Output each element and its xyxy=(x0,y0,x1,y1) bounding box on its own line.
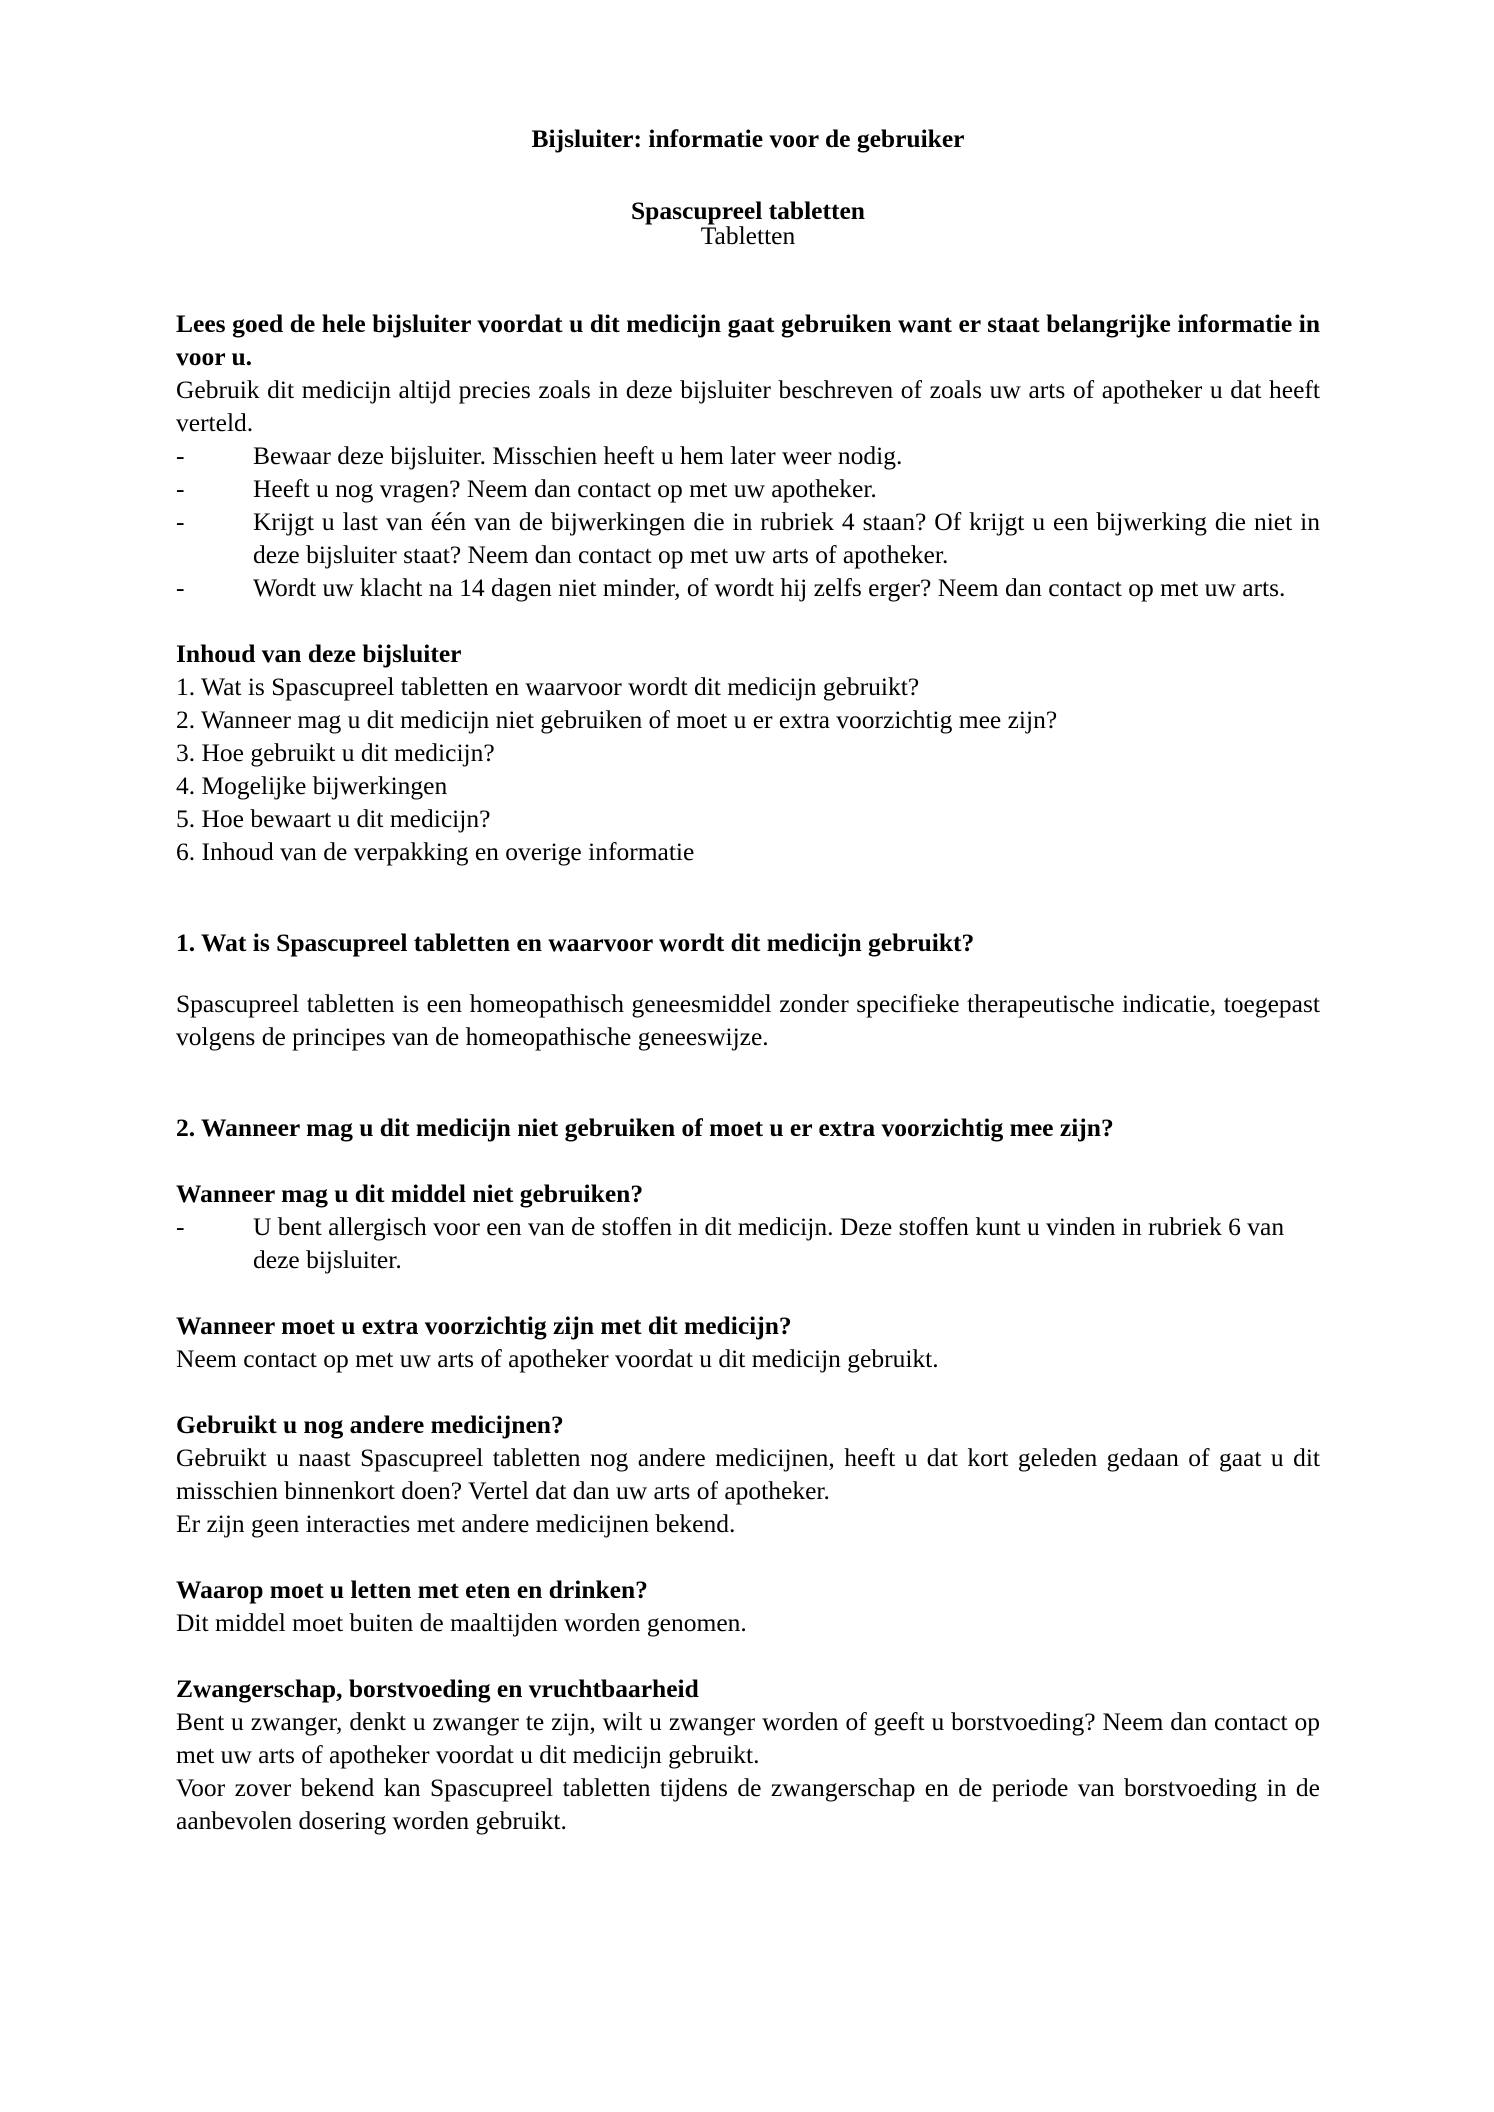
section-1-heading: 1. Wat is Spascupreel tabletten en waarvoor wordt dit medicijn gebruikt? xyxy=(176,927,975,957)
section-2-caution-body: Neem contact op met uw arts of apotheker voordat u dit medicijn gebruikt. xyxy=(176,1343,939,1373)
spacer xyxy=(176,868,1320,926)
intro-usage: Gebruik dit medicijn altijd precies zoals in deze bijsluiter beschreven of zoals uw arts of apotheker u dat heeft verteld. xyxy=(176,374,1320,437)
section-2-other-meds-body-1: Gebruikt u naast Spascupreel tabletten nog andere medicijnen, heeft u dat kort geleden gedaan of gaat u dit misschien binnenkort doen? Vertel dat dan uw arts of apotheker. xyxy=(176,1442,1320,1505)
list-item xyxy=(176,571,1320,604)
section-2-other-meds-subheading: Gebruikt u nog andere medicijnen? xyxy=(176,1409,564,1439)
intro-warning: Lees goed de hele bijsluiter voordat u dit medicijn gaat gebruiken want er staat belangrijke informatie in voor u. xyxy=(176,308,1320,371)
list-item-text: Bewaar deze bijsluiter. Misschien heeft u hem later weer nodig. xyxy=(253,440,903,470)
document-content xyxy=(176,126,1320,1837)
section-2-contra-list xyxy=(176,1210,1320,1276)
section-2-pregnancy-body-2: Voor zover bekend kan Spascupreel tabletten tijdens de zwangerschap en de periode van borstvoeding in de aanbevolen dosering worden gebruikt. xyxy=(176,1773,1320,1836)
dash-bullet-icon: - xyxy=(176,572,185,602)
spacer xyxy=(176,1639,1320,1672)
section-2-food-drink-subheading: Waarop moet u letten met eten en drinken? xyxy=(176,1574,648,1604)
toc-list xyxy=(176,670,1320,868)
dash-bullet-icon: - xyxy=(176,1211,185,1241)
dash-bullet-icon: - xyxy=(176,440,185,470)
spacer xyxy=(176,959,1320,987)
toc-item-6[interactable]: 6. Inhoud van de verpakking en overige informatie xyxy=(176,836,695,866)
section-2-other-meds-body-2: Er zijn geen interacties met andere medicijnen bekend. xyxy=(176,1508,736,1538)
spacer xyxy=(176,1276,1320,1309)
toc-item-2[interactable]: 2. Wanneer mag u dit medicijn niet gebruiken of moet u er extra voorzichtig mee zijn? xyxy=(176,704,1058,734)
dash-bullet-icon: - xyxy=(176,473,185,503)
spacer xyxy=(176,1053,1320,1111)
section-2-pregnancy-body-1: Bent u zwanger, denkt u zwanger te zijn, wilt u zwanger worden of geeft u borstvoeding? Neem dan contact op met uw arts of apotheker voordat u dit medicijn gebruikt. xyxy=(176,1707,1320,1770)
list-item-text: Wordt uw klacht na 14 dagen niet minder, of wordt hij zelfs erger? Neem dan contact op met uw arts. xyxy=(253,572,1286,602)
spacer xyxy=(176,152,1320,198)
list-item xyxy=(176,505,1320,571)
spacer xyxy=(176,1375,1320,1408)
product-form: Tabletten xyxy=(700,221,796,250)
list-item xyxy=(176,439,1320,472)
toc-item-1[interactable]: 1. Wat is Spascupreel tabletten en waarvoor wordt dit medicijn gebruikt? xyxy=(176,671,920,701)
spacer xyxy=(176,1540,1320,1573)
list-item xyxy=(176,472,1320,505)
list-item-text: U bent allergisch voor een van de stoffen in dit medicijn. Deze stoffen kunt u vinden in rubriek 6 van deze bijsluiter. xyxy=(253,1211,1285,1274)
list-item-text: Heeft u nog vragen? Neem dan contact op met uw apotheker. xyxy=(253,473,877,503)
toc-heading: Inhoud van deze bijsluiter xyxy=(176,638,462,668)
spacer xyxy=(176,604,1320,637)
dash-bullet-icon: - xyxy=(176,506,185,536)
toc-item-4[interactable]: 4. Mogelijke bijwerkingen xyxy=(176,770,448,800)
section-2-food-drink-body: Dit middel moet buiten de maaltijden worden genomen. xyxy=(176,1607,747,1637)
list-item xyxy=(176,1210,1320,1276)
product-name: Spascupreel tabletten xyxy=(631,195,865,225)
section-1-body: Spascupreel tabletten is een homeopathisch geneesmiddel zonder specifieke therapeutische indicatie, toegepast volgens de principes van de homeopathische geneeswijze. xyxy=(176,988,1320,1051)
spacer xyxy=(176,1144,1320,1177)
list-item-text: Krijgt u last van één van de bijwerkingen die in rubriek 4 staan? Of krijgt u een bijwerking die niet in deze bijsluiter staat? Neem dan contact op met uw arts of apotheker. xyxy=(253,506,1320,569)
toc-item-3[interactable]: 3. Hoe gebruikt u dit medicijn? xyxy=(176,737,495,767)
section-2-contra-subheading: Wanneer mag u dit middel niet gebruiken? xyxy=(176,1178,644,1208)
toc-item-5[interactable]: 5. Hoe bewaart u dit medicijn? xyxy=(176,803,491,833)
section-2-pregnancy-subheading: Zwangerschap, borstvoeding en vruchtbaarheid xyxy=(176,1673,699,1703)
section-2-heading: 2. Wanneer mag u dit medicijn niet gebruiken of moet u er extra voorzichtig mee zijn? xyxy=(176,1112,1114,1142)
section-2-caution-subheading: Wanneer moet u extra voorzichtig zijn met dit medicijn? xyxy=(176,1310,792,1340)
page-title: Bijsluiter: informatie voor de gebruiker xyxy=(531,124,965,153)
spacer xyxy=(176,249,1320,307)
intro-bullet-list xyxy=(176,439,1320,604)
